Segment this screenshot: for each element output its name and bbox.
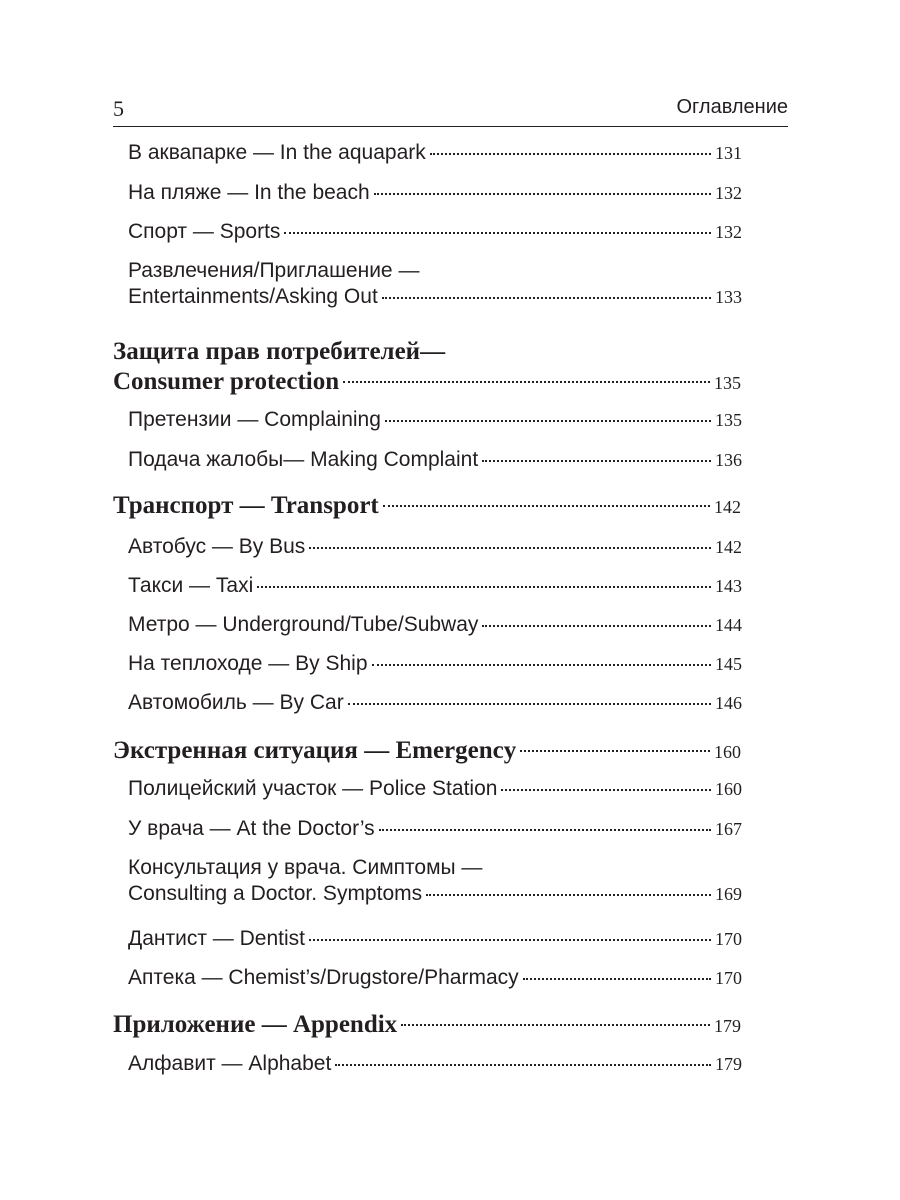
toc-page-number: 146 bbox=[715, 693, 742, 713]
dot-leader bbox=[257, 586, 711, 588]
toc-line bbox=[128, 447, 742, 473]
toc-page-number: 145 bbox=[715, 654, 742, 674]
toc-title: Транспорт — Transport bbox=[113, 492, 379, 519]
toc-title: Автомобиль — By Car bbox=[128, 691, 344, 714]
toc-chapter[interactable] bbox=[113, 491, 741, 522]
toc-page-number: 170 bbox=[715, 929, 742, 949]
toc-line bbox=[128, 881, 742, 907]
toc-chapter[interactable] bbox=[113, 736, 741, 767]
dot-leader bbox=[383, 505, 710, 507]
toc-title: Consulting a Doctor. Symptoms bbox=[128, 882, 423, 905]
toc-title: Автобус — By Bus bbox=[128, 535, 306, 558]
toc-chapter[interactable] bbox=[113, 1010, 741, 1041]
toc-line bbox=[128, 965, 742, 991]
toc-section[interactable] bbox=[128, 612, 742, 638]
toc-line bbox=[113, 736, 741, 767]
toc-page-number: 142 bbox=[715, 537, 742, 557]
toc-line bbox=[113, 367, 741, 398]
toc-page-number: 136 bbox=[715, 450, 742, 470]
toc-section[interactable] bbox=[128, 447, 742, 473]
toc-section[interactable] bbox=[128, 651, 742, 677]
toc-title: Приложение — Appendix bbox=[113, 1011, 398, 1038]
toc-line bbox=[128, 690, 742, 716]
toc-line bbox=[128, 534, 742, 560]
toc-line bbox=[128, 407, 742, 433]
dot-leader bbox=[430, 153, 711, 155]
toc-line bbox=[113, 1010, 741, 1041]
toc-title: Алфавит — Alphabet bbox=[128, 1052, 332, 1075]
toc-line bbox=[128, 612, 742, 638]
toc-page-number: 167 bbox=[715, 819, 742, 839]
toc-title: У врача — At the Doctor’s bbox=[128, 817, 375, 840]
toc-title: Консультация у врача. Симптомы — bbox=[128, 856, 483, 879]
toc-section[interactable] bbox=[128, 690, 742, 716]
toc-section[interactable] bbox=[128, 855, 742, 907]
dot-leader bbox=[382, 297, 711, 299]
toc-page-number: 132 bbox=[715, 222, 742, 242]
toc-line bbox=[113, 491, 741, 522]
toc-title: Такси — Taxi bbox=[128, 574, 254, 597]
toc-page-number: 169 bbox=[715, 884, 742, 904]
toc-chapter[interactable] bbox=[113, 337, 741, 398]
toc-section[interactable] bbox=[128, 219, 742, 245]
toc-title: Consumer protection bbox=[113, 368, 340, 395]
toc-page-number: 133 bbox=[715, 287, 742, 307]
toc-section[interactable] bbox=[128, 573, 742, 599]
toc-line bbox=[128, 180, 742, 206]
dot-leader bbox=[374, 193, 711, 195]
toc-title: На теплоходе — By Ship bbox=[128, 652, 368, 675]
toc-page-number: 160 bbox=[714, 742, 741, 762]
toc-section[interactable] bbox=[128, 926, 742, 952]
toc-page-number: 143 bbox=[715, 576, 742, 596]
toc-section[interactable] bbox=[128, 776, 742, 802]
toc-section[interactable] bbox=[128, 816, 742, 842]
toc-title: Спорт — Sports bbox=[128, 220, 281, 243]
dot-leader bbox=[343, 381, 710, 383]
toc-page-number: 142 bbox=[714, 497, 741, 517]
dot-leader bbox=[348, 703, 711, 705]
toc-line bbox=[128, 573, 742, 599]
toc-title: Аптека — Chemist’s/Drugstore/Pharmacy bbox=[128, 966, 519, 989]
dot-leader bbox=[401, 1024, 710, 1026]
dot-leader bbox=[379, 829, 711, 831]
toc-page-number: 131 bbox=[715, 143, 742, 163]
toc-line bbox=[128, 258, 742, 284]
toc-line bbox=[128, 284, 742, 310]
page-number: 5 bbox=[113, 96, 124, 121]
toc-line bbox=[128, 776, 742, 802]
toc-page-number: 135 bbox=[715, 410, 742, 430]
dot-leader bbox=[523, 978, 711, 980]
toc-line bbox=[128, 816, 742, 842]
toc-title: Защита прав потребителей— bbox=[113, 338, 446, 365]
toc-title: Подача жалобы— Making Complaint bbox=[128, 448, 479, 471]
toc-page-number: 179 bbox=[714, 1016, 741, 1036]
toc-line bbox=[128, 219, 742, 245]
toc-section[interactable] bbox=[128, 407, 742, 433]
toc-page-number: 132 bbox=[715, 183, 742, 203]
toc-title: Entertainments/Asking Out bbox=[128, 285, 378, 308]
toc-page-number: 135 bbox=[714, 373, 741, 393]
toc-section[interactable] bbox=[128, 534, 742, 560]
toc-section[interactable] bbox=[128, 258, 742, 310]
toc-line bbox=[128, 926, 742, 952]
running-title: Оглавление bbox=[676, 96, 788, 118]
toc-section[interactable] bbox=[128, 180, 742, 206]
toc-title: На пляже — In the beach bbox=[128, 181, 370, 204]
toc-section[interactable] bbox=[128, 965, 742, 991]
toc-line bbox=[128, 651, 742, 677]
toc-section[interactable] bbox=[128, 1051, 742, 1077]
toc-title: В аквапарке — In the aquapark bbox=[128, 141, 426, 164]
toc-title: Претензии — Complaining bbox=[128, 408, 381, 431]
toc-title: Полицейский участок — Police Station bbox=[128, 777, 498, 800]
dot-leader bbox=[426, 894, 711, 896]
dot-leader bbox=[482, 625, 711, 627]
toc-section[interactable] bbox=[128, 140, 742, 166]
toc-line bbox=[128, 855, 742, 881]
dot-leader bbox=[520, 750, 710, 752]
toc-title: Развлечения/Приглашение — bbox=[128, 259, 420, 282]
toc-page-number: 179 bbox=[715, 1054, 742, 1074]
toc-title: Метро — Underground/Tube/Subway bbox=[128, 613, 479, 636]
toc-page-number: 170 bbox=[715, 968, 742, 988]
dot-leader bbox=[284, 232, 711, 234]
toc-page-number: 160 bbox=[715, 779, 742, 799]
toc-page-number: 144 bbox=[715, 615, 742, 635]
toc-line bbox=[128, 140, 742, 166]
dot-leader bbox=[372, 664, 711, 666]
dot-leader bbox=[385, 420, 711, 422]
toc-line bbox=[113, 337, 741, 367]
dot-leader bbox=[482, 460, 711, 462]
dot-leader bbox=[335, 1064, 711, 1066]
dot-leader bbox=[309, 939, 711, 941]
toc-title: Дантист — Dentist bbox=[128, 927, 305, 950]
toc-title: Экстренная ситуация — Emergency bbox=[113, 737, 517, 764]
dot-leader bbox=[501, 789, 711, 791]
toc-line bbox=[128, 1051, 742, 1077]
dot-leader bbox=[309, 547, 711, 549]
